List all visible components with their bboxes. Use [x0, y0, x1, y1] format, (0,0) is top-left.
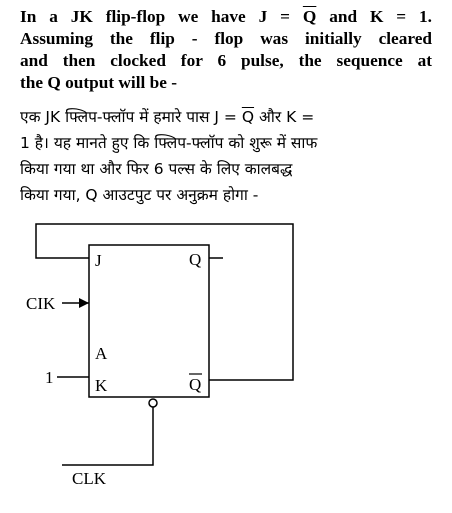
q-bar-symbol: $\overline{Q}$ [302, 7, 317, 26]
question-en-line-2: Assuming the flip - flop was initially cleared [20, 29, 432, 48]
pin-q-label: Q [189, 250, 202, 269]
pin-j-label: J [95, 251, 102, 270]
pin-k-label: K [95, 376, 108, 395]
clk-label: CLK [72, 469, 106, 488]
feedback-wire [36, 224, 293, 380]
clock-arrow-head [79, 298, 89, 308]
question-hi-line-4: किया गया, Q आउटपुट पर अनुक्रम होगा - [20, 186, 259, 204]
clk-input-label: CIK [26, 294, 56, 313]
question-en-line-4: the Q output will be - [20, 73, 177, 92]
question-en-line-1-text: In a JK flip-flop we have J = [20, 7, 303, 26]
question-hi-line-1-end: और K = [254, 108, 315, 126]
clear-bubble [149, 399, 157, 407]
question-hi-line-3: किया गया था और फिर 6 पल्स के लिए कालबद्ध [20, 160, 293, 178]
input-one-label: 1 [45, 368, 54, 387]
question-hi-line-1-text: एक JK फ्लिप-फ्लॉप में हमारे पास J = [20, 108, 242, 126]
pin-qbar-label: Q [189, 375, 202, 394]
question-en-line-1-end: and K = 1. [316, 7, 432, 26]
clk-wire [62, 407, 153, 465]
question-en-line-3: and then clocked for 6 pulse, the sequence at [20, 51, 432, 70]
question-hi-line-2: 1 है। यह मानते हुए कि फ्लिप-फ्लॉप को शुरू में साफ [20, 134, 318, 152]
q-bar-symbol-hi: $\overline{Q}$ [241, 108, 255, 126]
pin-a-label: A [95, 344, 108, 363]
